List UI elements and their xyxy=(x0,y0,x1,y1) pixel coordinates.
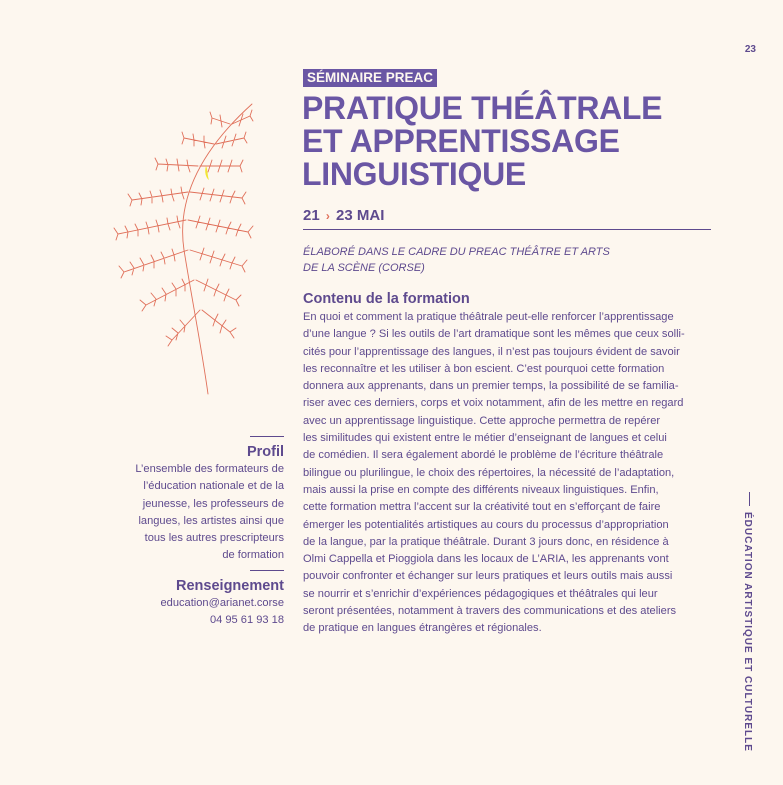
event-dates xyxy=(303,207,384,224)
body-line: les similitudes qui existent entre le métier d’enseignant de langues et celui xyxy=(303,432,667,445)
body-line: mais aussi la prise en compte des différents niveaux linguistiques. Enfin, xyxy=(303,483,659,496)
body-line: de comédien. Il sera également abordé le problème de l’écriture théâtrale xyxy=(303,449,664,462)
event-subtitle xyxy=(303,244,703,276)
profile-section xyxy=(100,436,284,565)
date-end: 23 MAI xyxy=(336,207,385,224)
body-line: d’une langue ? Si les outils de l’art dramatique sont les mêmes que ceux solli- xyxy=(303,328,685,341)
contact-section xyxy=(100,570,284,630)
body-line: se nourrir et s’enrichir d’expériences pédagogiques et théâtrales qui leur xyxy=(303,587,658,600)
body-line: seront présentées, notamment à travers des communications et des ateliers xyxy=(303,605,677,618)
title-line: LINGUISTIQUE xyxy=(302,156,526,192)
subtitle-line: ÉLABORÉ DANS LE CADRE DU PREAC THÉÂTRE ET ARTS xyxy=(303,246,610,258)
profile-rule xyxy=(250,436,284,437)
contact-heading: Renseignement xyxy=(176,578,284,594)
profile-heading: Profil xyxy=(246,444,284,460)
body-line: les reconnaître et les utiliser à bon escient. C’est pourquoi cette formation xyxy=(303,362,665,375)
section-title-vertical: ÉDUCATION ARTISTIQUE ET CULTURELLE xyxy=(742,512,753,752)
profile-line: L’ensemble des formateurs de xyxy=(135,463,284,475)
divider xyxy=(303,229,711,230)
body-line: de la langue, par la pratique théâtrale. Durant 3 jours donc, en résidence à xyxy=(303,535,669,548)
profile-line: jeunesse, les professeurs de xyxy=(142,497,284,510)
body-line: pouvoir confronter et échanger sur leurs pratiques et leurs outils mais aussi xyxy=(303,570,673,583)
contact-phone[interactable]: 04 95 61 93 18 xyxy=(209,614,284,627)
body-line: avec un apprentissage linguistique. Cette approche permettra de repérer xyxy=(303,414,661,427)
content-body xyxy=(303,309,712,638)
contact-email[interactable]: education@arianet.corse xyxy=(160,597,284,609)
profile-line: l’éducation nationale et de la xyxy=(143,480,284,493)
content-heading: Contenu de la formation xyxy=(303,291,470,307)
profile-line: langues, les artistes ainsi que xyxy=(138,514,284,527)
body-line: riser avec ces derniers, corps et voix notamment, afin de les mettre en regard xyxy=(303,397,684,410)
subtitle-line: DE LA SCÈNE (CORSE) xyxy=(303,262,425,274)
body-line: de pratique en langues étrangères et régionales. xyxy=(303,622,542,635)
body-line: émerger les potentialités artistiques au cours du processus d’appropriation xyxy=(303,518,669,531)
body-line: cités pour l’apprentissage des langues, il n’est pas toujours évident de savoir xyxy=(303,345,680,358)
page-number: 23 xyxy=(744,44,756,55)
body-line: cette formation mettra l’accent sur la créativité tout en s’efforçant de faire xyxy=(303,501,661,514)
body-line: En quoi et comment la pratique théâtrale peut-elle renforcer l’apprentissage xyxy=(303,311,674,323)
body-line: donnera aux apprenants, dans un premier temps, la possibilité de se familia- xyxy=(303,380,679,393)
title-line: PRATIQUE THÉÂTRALE xyxy=(302,90,663,126)
fern-illustration xyxy=(110,100,270,400)
date-separator: › xyxy=(325,209,330,223)
event-badge: SÉMINAIRE PREAC xyxy=(303,69,437,87)
event-title xyxy=(302,92,662,191)
side-rule xyxy=(749,492,750,506)
contact-rule xyxy=(250,570,284,571)
body-line: bilingue ou plurilingue, le choix des répertoires, la nécessité de l’adaptation, xyxy=(303,466,675,479)
profile-text xyxy=(100,461,284,565)
profile-line: tous les autres prescripteurs xyxy=(144,532,284,545)
title-line: ET APPRENTISSAGE xyxy=(302,123,620,159)
contact-info xyxy=(100,595,284,630)
body-line: Olmi Cappella et Pioggiola dans les locaux de L’ARIA, les apprenants vont xyxy=(303,553,669,566)
date-start: 21 xyxy=(303,207,320,224)
profile-line: de formation xyxy=(222,549,284,562)
